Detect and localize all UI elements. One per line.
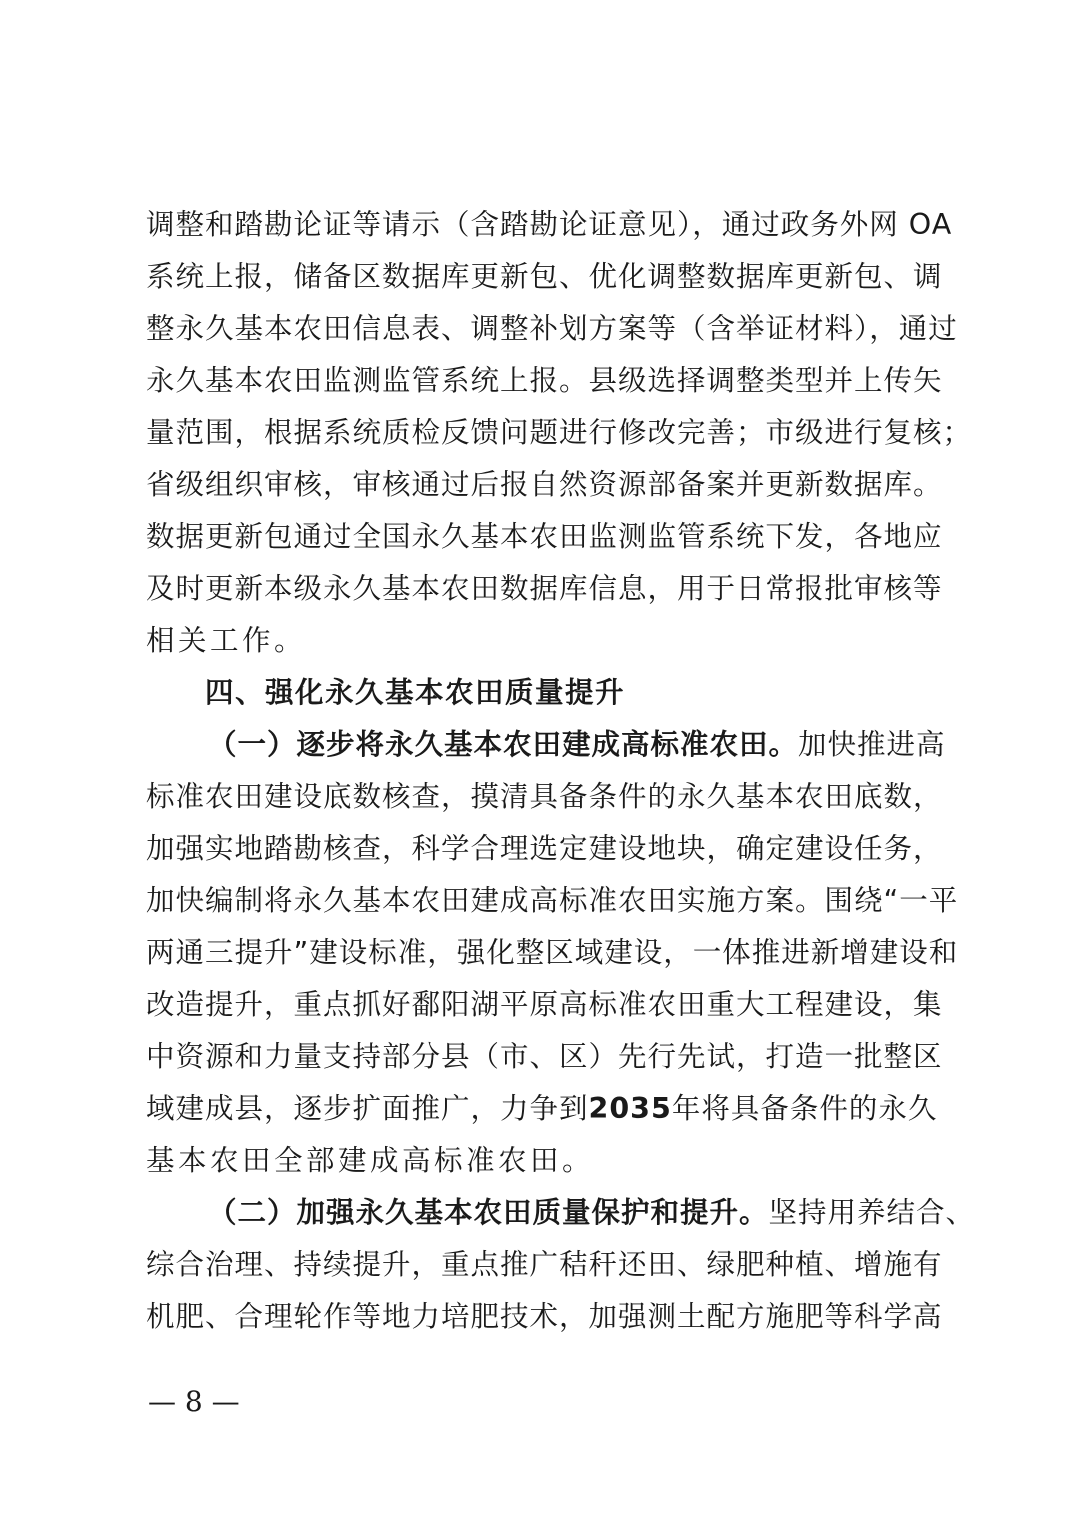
paragraph-line: 整永久基本农田信息表、调整补划方案等（含举证材料），通过 (146, 312, 958, 345)
paragraph-line: 两通三提升”建设标准，强化整区域建设，一体推进新增建设和 (146, 936, 959, 969)
subsection-first-line (208, 728, 946, 762)
line-text-pre: 域建成县，逐步扩面推广，力争到 (146, 1092, 589, 1125)
section-heading: 四、强化永久基本农田质量提升 (205, 676, 626, 709)
paragraph-line: 系统上报，储备区数据库更新包、优化调整数据库更新包、调 (146, 260, 943, 293)
year-number: 2035 (588, 1092, 672, 1125)
line-text-post: 年将具备条件的永久 (671, 1092, 938, 1125)
paragraph-line: 量范围，根据系统质检反馈问题进行修改完善；市级进行复核； (146, 416, 973, 449)
paragraph-line: 相关工作。 (146, 624, 307, 657)
paragraph-line: 调整和踏勘论证等请示（含踏勘论证意见），通过政务外网 OA (146, 208, 953, 241)
paragraph-line: 加强实地踏勘核查，科学合理选定建设地块，确定建设任务， (146, 832, 943, 865)
subsection-lead: （一）逐步将永久基本农田建成高标准农田。 (208, 728, 799, 761)
subsection-lead: （二）加强永久基本农田质量保护和提升。 (208, 1196, 769, 1229)
paragraph-line: 加快编制将永久基本农田建成高标准农田实施方案。围绕“一平 (146, 884, 959, 917)
paragraph-line: 永久基本农田监测监管系统上报。县级选择调整类型并上传矢 (146, 364, 943, 397)
page-number: — 8 — (148, 1385, 240, 1418)
paragraph-line: 及时更新本级永久基本农田数据库信息，用于日常报批审核等 (146, 572, 943, 605)
subsection-first-rest: 坚持用养结合、 (768, 1196, 976, 1229)
paragraph-line: 综合治理、持续提升，重点推广秸秆还田、绿肥种植、增施有 (146, 1248, 943, 1281)
paragraph-line (146, 1092, 936, 1126)
paragraph-line: 机肥、合理轮作等地力培肥技术，加强测土配方施肥等科学高 (146, 1300, 943, 1333)
paragraph-line: 改造提升，重点抓好鄱阳湖平原高标准农田重大工程建设，集 (146, 988, 943, 1021)
subsection-first-rest: 加快推进高 (798, 728, 946, 761)
paragraph-line: 数据更新包通过全国永久基本农田监测监管系统下发，各地应 (146, 520, 943, 553)
paragraph-line: 标准农田建设底数核查，摸清具备条件的永久基本农田底数， (146, 780, 943, 813)
subsection-first-line (208, 1196, 976, 1230)
paragraph-line: 基本农田全部建成高标准农田。 (146, 1144, 595, 1177)
paragraph-line: 省级组织审核，审核通过后报自然资源部备案并更新数据库。 (146, 468, 943, 501)
paragraph-line: 中资源和力量支持部分县（市、区）先行先试，打造一批整区 (146, 1040, 943, 1073)
